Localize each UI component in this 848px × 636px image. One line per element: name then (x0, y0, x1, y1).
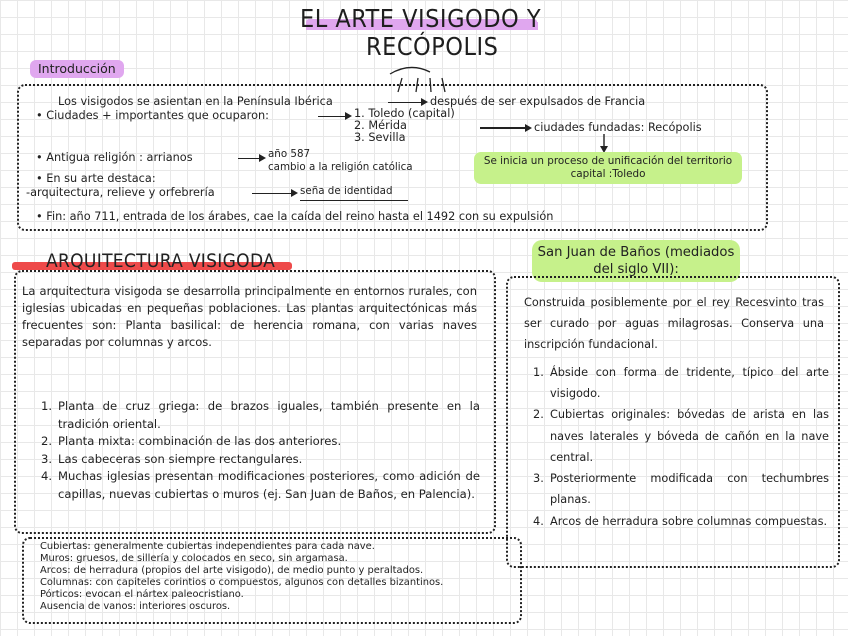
intro-sena: seña de identidad (300, 185, 393, 197)
arrow-icon (252, 193, 296, 194)
religion-change: cambio a la religión católica (268, 161, 413, 173)
arrow-icon (388, 102, 426, 103)
glossary-item: Columnas: con capiteles corintios o compuestos, algunos con detalles bizantinos. (40, 577, 444, 589)
intro-fundadas: ciudades fundadas: Recópolis (534, 121, 702, 134)
glossary-item: Cubiertas: generalmente cubiertas independientes para cada nave. (40, 541, 375, 552)
intro-arte-destaca: • En su arte destaca: (36, 172, 156, 185)
san-juan-paragraph: Construida posiblemente por el rey Recesvinto tras ser curado por aguas milagrosas. Conserva una inscripción fundacional. (524, 296, 824, 351)
down-arrow-icon (598, 134, 610, 154)
arrow-icon (238, 158, 264, 159)
arquitectura-list (40, 398, 480, 504)
san-juan-list (534, 362, 829, 532)
san-juan-title: San Juan de Baños (mediados del siglo VII): (532, 240, 740, 282)
list-item: Posteriormente modificada con techumbres planas. (550, 472, 829, 507)
list-item: Muchas iglesias presentan modificaciones posteriores, como adición de capillas, nuevas cubiertas o muros (ej. San Juan de Baños, en Palencia). (58, 469, 480, 502)
sena-underline (300, 200, 408, 201)
intro-asientan: Los visigodos se asientan en la Península Ibérica (58, 95, 333, 108)
intro-despues: después de ser expulsados de Francia (430, 95, 646, 108)
intro-ciudades-label: Ciudades + importantes que ocuparon: (46, 109, 269, 122)
glossary-item: Pórticos: evocan el nártex paleocristiano. (40, 589, 244, 601)
intro-tag: Introducción (30, 60, 124, 78)
city-item: 3. Sevilla (354, 131, 406, 145)
religion-year: año 587 (268, 148, 311, 160)
page-title-line2: RECÓPOLIS (366, 32, 499, 61)
city-list (354, 108, 455, 145)
list-item: Arcos de herradura sobre columnas compuestas. (550, 514, 828, 528)
intro-ciudades: • Ciudades + importantes que ocuparon: (36, 109, 269, 122)
intro-religion: • Antigua religión : arrianos (36, 151, 193, 164)
city-item: 2. Mérida (354, 119, 407, 133)
intro-arte-destaca-label: En su arte destaca: (46, 172, 156, 185)
list-item: Las cabeceras son siempre rectangulares. (58, 451, 303, 466)
intro-fin: • Fin: año 711, entrada de los árabes, cae la caída del reino hasta el 1492 con su expulsión (36, 210, 554, 223)
arrow-icon (318, 116, 350, 117)
glossary-item: Muros: gruesos, de sillería y colocados en seco, sin argamasa. (40, 553, 348, 565)
section-title-arquitectura: ARQUITECTURA VISIGODA (46, 250, 276, 272)
glossary-list (40, 541, 443, 613)
unificacion-tag: Se inicia un proceso de unificación del territorio capital :Toledo (474, 152, 742, 184)
arquitectura-paragraph: La arquitectura visigoda se desarrolla principalmente en entornos rurales, con iglesias ubicadas en pequeñas poblaciones. Las plantas arquitectónicas más frecuentes son: Planta basilical: de herencia romana, con varias naves separadas por columnas y arcos. (22, 284, 477, 350)
intro-arte-items: -arquitectura, relieve y orfebrería (26, 186, 215, 199)
page-title-line1: EL ARTE VISIGODO Y (300, 4, 542, 33)
city-item: 1. Toledo (capital) (354, 107, 455, 120)
intro-fin-label: Fin: año 711, entrada de los árabes, cae la caída del reino hasta el 1492 con su expulsión (46, 210, 554, 223)
list-item: Cubiertas originales: bóvedas de arista en las naves laterales y bóveda de cañón en la nave central. (550, 408, 829, 464)
glossary-item: Ausencia de vanos: interiores oscuros. (40, 601, 231, 613)
list-item: Ábside con forma de tridente, típico del arte visigodo. (550, 366, 829, 401)
intro-religion-label: Antigua religión : arrianos (46, 151, 193, 164)
glossary-item: Arcos: de herradura (propios del arte visigodo), de medio punto y peraltados. (40, 565, 424, 577)
list-item: Planta mixta: combinación de las dos anteriores. (58, 434, 342, 449)
list-item: Planta de cruz griega: de brazos iguales, también presente en la tradición oriental. (58, 399, 480, 431)
arrow-icon (480, 127, 530, 129)
